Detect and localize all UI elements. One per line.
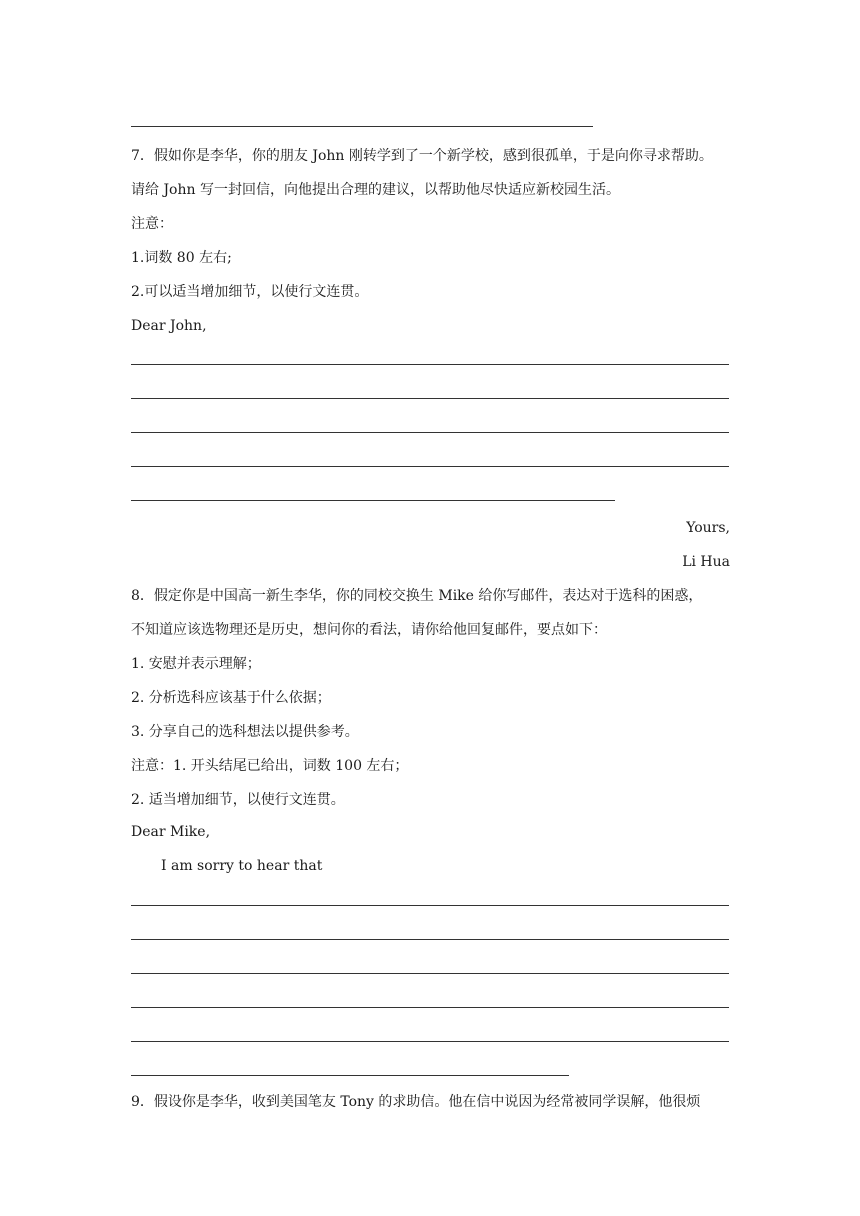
q8-opening: I am sorry to hear that xyxy=(161,858,323,874)
q7-answer-line-2 xyxy=(131,398,729,399)
q7-prompt-line2: 请给 John 写一封回信，向他提出合理的建议，以帮助他尽快适应新校园生活。 xyxy=(131,182,620,198)
q7-answer-line-3 xyxy=(131,432,729,433)
q8-prompt-line2: 不知道应该选物理还是历史，想问你的看法，请你给他回复邮件，要点如下： xyxy=(131,622,607,638)
q8-answer-line-5 xyxy=(131,1041,729,1042)
q8-answer-line-6 xyxy=(131,1075,569,1076)
q9-prompt-line1: 9．假设你是李华，收到美国笔友 Tony 的求助信。他在信中说因为经常被同学误解，他很烦 xyxy=(131,1094,701,1110)
q8-answer-line-3 xyxy=(131,973,729,974)
q7-note-label: 注意： xyxy=(131,216,173,232)
q8-point1: 1. 安慰并表示理解； xyxy=(131,656,261,672)
q8-answer-line-4 xyxy=(131,1007,729,1008)
q8-point3: 3. 分享自己的选科想法以提供参考。 xyxy=(131,724,359,740)
q7-note2: 2.可以适当增加细节，以使行文连贯。 xyxy=(131,284,369,300)
answer-line-prev xyxy=(131,126,593,127)
q7-answer-line-1 xyxy=(131,364,729,365)
q7-closing: Yours, xyxy=(686,520,730,536)
q8-note2: 2. 适当增加细节，以使行文连贯。 xyxy=(131,792,345,808)
q8-prompt-line1: 8．假定你是中国高一新生李华，你的同校交换生 Mike 给你写邮件，表达对于选科的困惑， xyxy=(131,588,703,604)
q7-answer-line-5 xyxy=(131,500,615,501)
q7-salutation: Dear John, xyxy=(131,318,207,334)
q8-note1: 注意：1. 开头结尾已给出，词数 100 左右； xyxy=(131,758,409,774)
q8-answer-line-1 xyxy=(131,905,729,906)
q7-signature: Li Hua xyxy=(682,554,730,570)
q7-prompt-line1: 7．假如你是李华，你的朋友 John 刚转学到了一个新学校，感到很孤单，于是向你寻求帮助。 xyxy=(131,148,713,164)
q7-answer-line-4 xyxy=(131,466,729,467)
q7-note1: 1.词数 80 左右; xyxy=(131,250,232,266)
q8-salutation: Dear Mike, xyxy=(131,824,211,840)
q8-point2: 2. 分析选科应该基于什么依据； xyxy=(131,690,331,706)
q8-answer-line-2 xyxy=(131,939,729,940)
